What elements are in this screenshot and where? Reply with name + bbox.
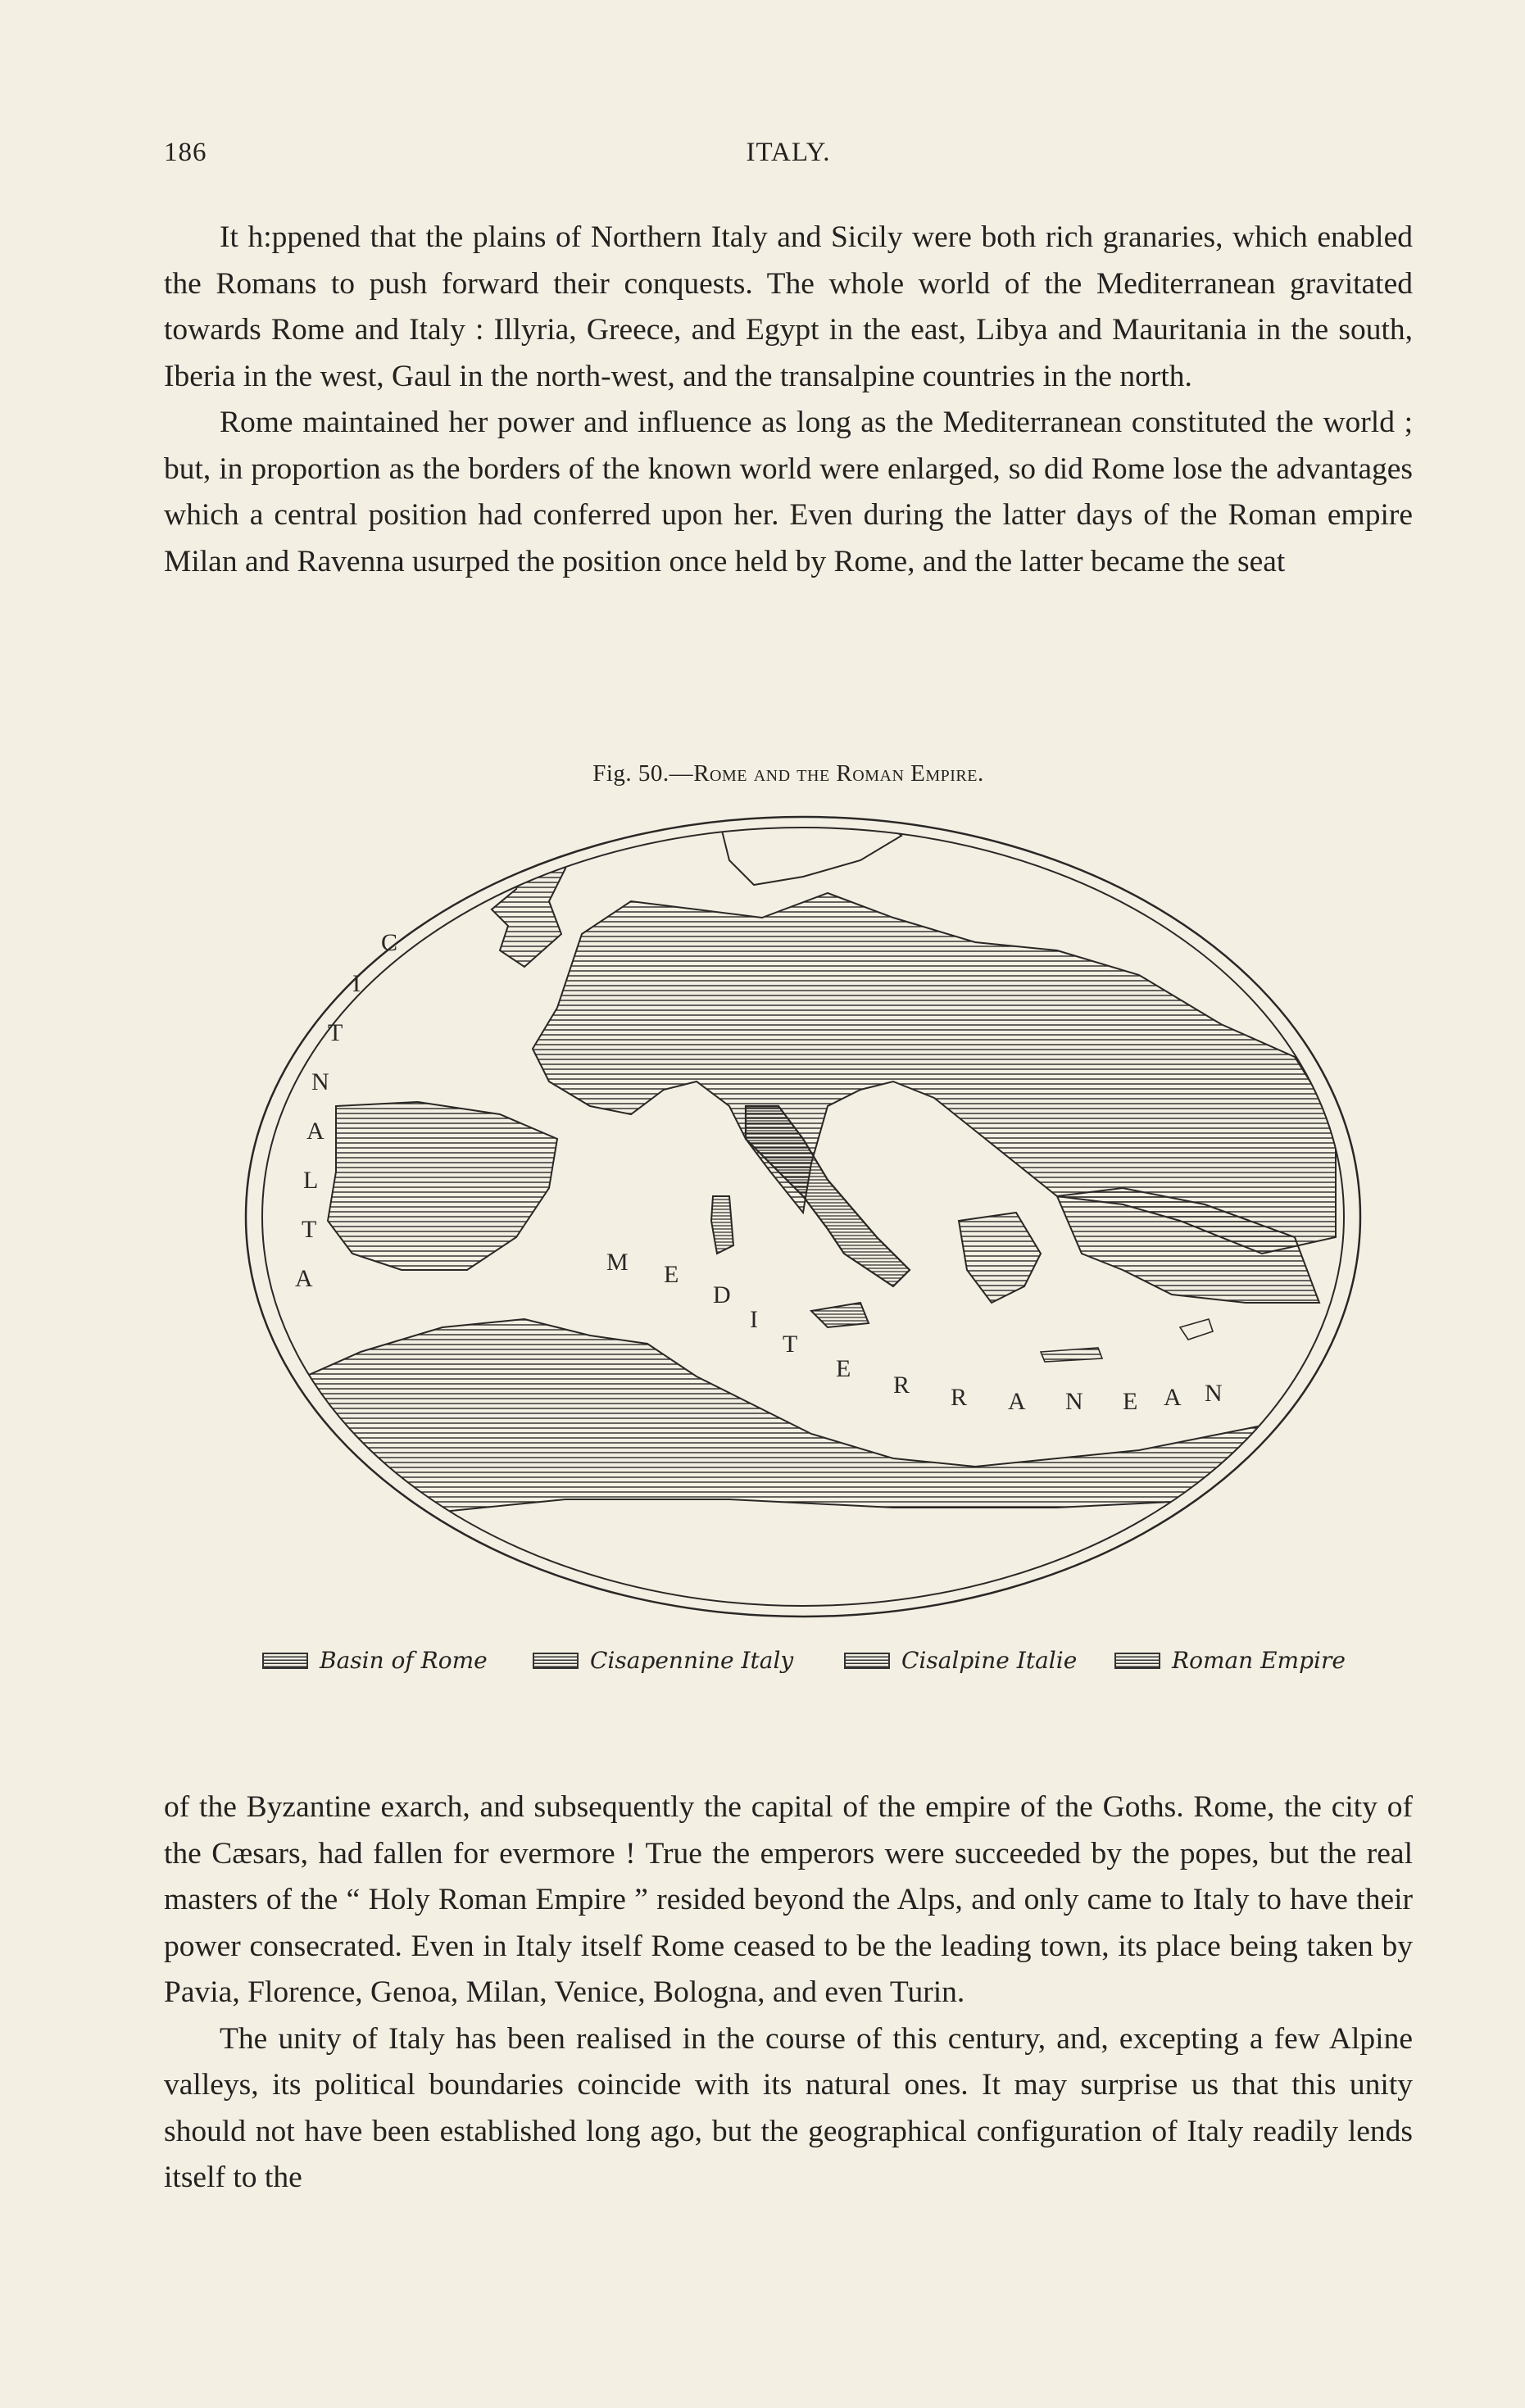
- paragraph: It h:ppened that the plains of Northern Italy and Sicily were both rich granaries, which enabled the Romans to push forward their conquests. The whole world of the Mediterranean gravitated towards Rome and Italy : Illyria, Greece, and Egypt in the east, Libya and Mauritania in the south, Iberia in the west, Gaul in the north-west, and the transalpine countries in the north.: [164, 220, 1413, 393]
- legend-swatch: [1114, 1653, 1160, 1669]
- atlantic-letter: I: [352, 970, 361, 997]
- legend-label: Cisalpine Italie: [901, 1647, 1078, 1674]
- mediterranean-letter: R: [893, 1372, 910, 1399]
- legend-item: [533, 1647, 793, 1674]
- atlantic-letter: C: [381, 929, 398, 956]
- iberia-landmass: [328, 1102, 557, 1270]
- legend-label: Cisapennine Italy: [590, 1647, 794, 1674]
- roman-empire-map: [238, 811, 1368, 1622]
- sicily-island: [811, 1303, 869, 1327]
- north-africa-landmass: [287, 1319, 1336, 1532]
- legend-label: Roman Empire: [1172, 1647, 1346, 1674]
- scandinavia-landmass: [721, 811, 901, 885]
- running-header: [164, 138, 1413, 179]
- atlantic-letter: L: [303, 1167, 319, 1194]
- sardinia-island: [711, 1196, 733, 1254]
- figure-caption: [164, 760, 1413, 787]
- paragraph: The unity of Italy has been realised in the course of this century, and, excepting a few Alpine valleys, its political boundaries coincide with its natural ones. It may surprise us that this unity should not have been established long ago, but the geographical configuration of Italy readily lends itself to the: [164, 2021, 1413, 2194]
- figure-number: Fig. 50.—: [592, 760, 694, 787]
- mediterranean-letter: E: [1123, 1388, 1138, 1415]
- text-block-bottom: [164, 1784, 1413, 2202]
- mediterranean-letter: E: [836, 1355, 851, 1382]
- figure-title: Rome and the Roman Empire.: [693, 760, 984, 787]
- greece-landmass: [959, 1213, 1041, 1303]
- mediterranean-letter: M: [606, 1249, 629, 1276]
- mediterranean-letter: T: [783, 1331, 798, 1358]
- mediterranean-letter: I: [750, 1306, 758, 1333]
- mediterranean-letter: E: [664, 1261, 679, 1288]
- paragraph: Rome maintained her power and influence as long as the Mediterranean constituted the world ; but, in proportion as the borders of the known world were enlarged, so did Rome lose the advantages which a central position had conferred upon her. Even during the latter days of the Roman empire Milan and Ravenna usurped the position once held by Rome, and the latter became the seat: [164, 406, 1413, 578]
- atlantic-letter: T: [328, 1019, 343, 1046]
- running-title: ITALY.: [746, 138, 831, 167]
- text-block-top: [164, 215, 1413, 585]
- mediterranean-letter: A: [1008, 1388, 1026, 1415]
- atlantic-letter: A: [295, 1265, 313, 1292]
- crete-island: [1041, 1348, 1102, 1362]
- mediterranean-letter: N: [1065, 1388, 1083, 1415]
- legend-item: [1114, 1647, 1346, 1674]
- mediterranean-letter: A: [1164, 1384, 1182, 1411]
- mediterranean-letter: N: [1205, 1380, 1223, 1407]
- legend-label: Basin of Rome: [320, 1647, 488, 1674]
- legend-item: [844, 1647, 1077, 1674]
- cyprus-island: [1180, 1319, 1213, 1340]
- italy-peninsula: [746, 1106, 910, 1286]
- legend-swatch: [533, 1653, 579, 1669]
- page-number: 186: [164, 138, 207, 167]
- legend-swatch: [844, 1653, 890, 1669]
- mediterranean-letter: R: [951, 1384, 968, 1411]
- map-legend: [262, 1647, 1352, 1688]
- atlantic-letter: T: [302, 1216, 317, 1243]
- atlantic-letter: N: [311, 1068, 329, 1095]
- legend-swatch: [262, 1653, 308, 1669]
- atlantic-letter: A: [306, 1118, 325, 1145]
- paragraph: of the Byzantine exarch, and subsequently the capital of the empire of the Goths. Rome, the city of the Cæsars, had fallen for evermore ! True the emperors were succeeded by the popes, but the real masters of the “ Holy Roman Empire ” resided beyond the Alps, and only came to Italy to have their power consecrated. Even in Italy itself Rome ceased to be the leading town, its place being taken by Pavia, Florence, Genoa, Milan, Venice, Bologna, and even Turin.: [164, 1790, 1413, 2009]
- mediterranean-letter: D: [713, 1281, 731, 1308]
- legend-item: [262, 1647, 488, 1674]
